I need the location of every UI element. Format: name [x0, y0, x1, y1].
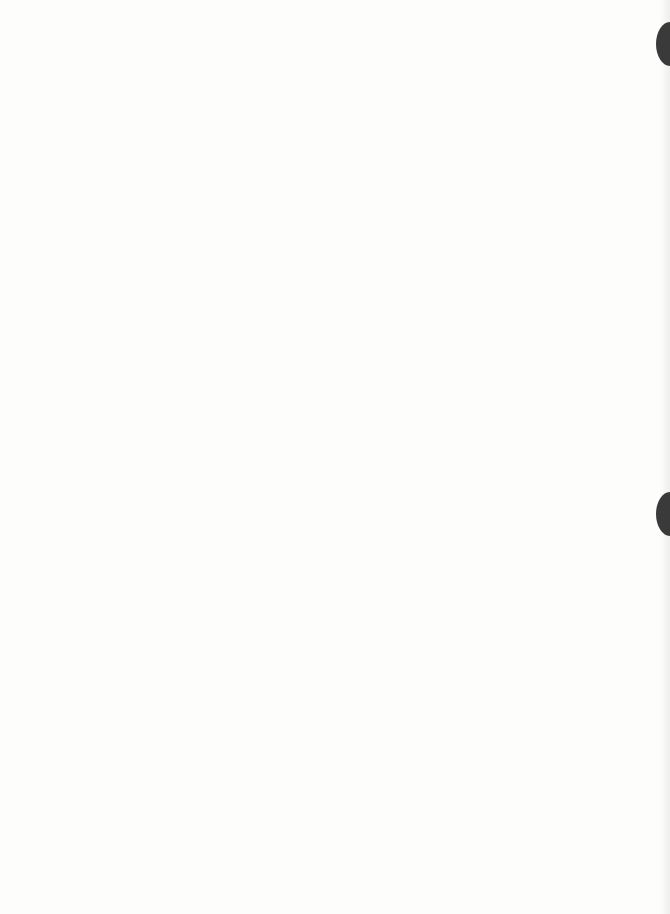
- section-1106-heading: [30, 762, 43, 774]
- punch-hole: [656, 22, 670, 66]
- punch-hole: [656, 492, 670, 536]
- page-edge-shadow: [660, 0, 670, 914]
